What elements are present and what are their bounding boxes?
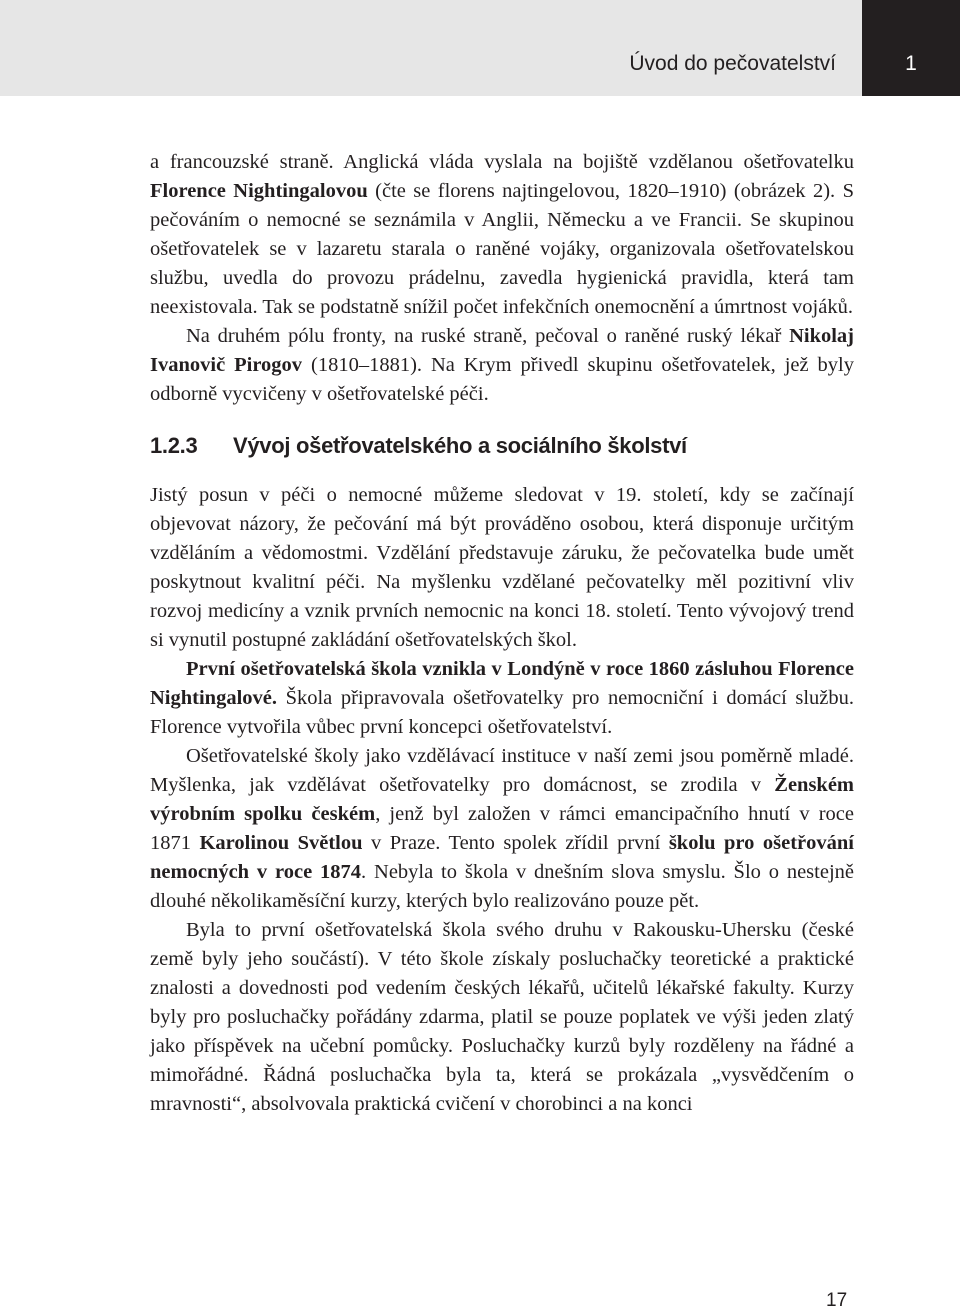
text-run: . Nebyla to škola v dnešním slova smyslu. Šlo o nestejně dlouhé několikaměsíční kurzy, kterých bylo realizováno pouze pět. xyxy=(150,861,854,912)
text-run: Jistý posun v péči o nemocné můžeme sledovat v 19. století, kdy se začínají objevovat názory, že pečování má být prováděno osobou, která disponuje určitým vzděláním a vědomostmi. Vzdělání představuje záruku, že pečovatelka bude umět poskytnout kvalitní péči. Na myšlenku vzdělané pečovatelky měl pozitivní vliv rozvoj medicíny a vznik prvních nemocnic na konci 18. století. Tento vývojový trend si vynutil postupné zakládání ošetřovatelských škol. xyxy=(150,484,854,651)
text-run: Škola připravovala ošetřovatelky pro nemocniční i domácí službu. Florence vytvořila vůbec první koncepci ošetřovatelství. xyxy=(150,687,854,738)
paragraph xyxy=(150,742,854,916)
paragraph xyxy=(150,481,854,655)
text-run: Byla to první ošetřovatelská škola svého druhu v Rakousku-Uhersku (české země byly jeho součástí). V této škole získaly posluchačky teoretické a praktické znalosti a dovednosti pod vedením českých lékařů, učitelů lékařské fakulty. Kurzy byly pro posluchačky pořádány zdarma, platil se pouze poplatek ve výši jeden zlatý jako příspěvek na učební pomůcky. Posluchačky kurzů byly rozděleny na řádné a mimořádné. Řádná posluchačka byla ta, která se prokázala „vysvědčením o mravnosti“, absolvovala praktická cvičení v chorobinci a na konci xyxy=(150,919,854,1115)
bold-name: Nikolaj Ivanovič Pirogov xyxy=(150,325,854,376)
bold-text: První ošetřovatelská škola vznikla v Londýně v roce 1860 zásluhou Florence Nightingalové. xyxy=(150,658,854,709)
text-run: v Praze. Tento spolek zřídil první xyxy=(362,832,669,854)
paragraph xyxy=(150,148,854,322)
bold-name: Florence Nightingalovou xyxy=(150,180,368,202)
body-text xyxy=(150,148,854,1119)
bold-name: Karolinou Světlou xyxy=(199,832,363,854)
bold-text: školu pro ošetřování nemocných v roce 1874 xyxy=(150,832,854,883)
text-run: (1810–1881). Na Krym přivedl skupinu ošetřovatelek, jež byly odborně vycvičeny v ošetřovatelské péči. xyxy=(150,354,855,405)
paragraph xyxy=(150,322,854,409)
chapter-title: Úvod do pečovatelství xyxy=(629,52,836,75)
running-header xyxy=(0,0,960,96)
text-run: a francouzské straně. Anglická vláda vyslala na bojiště vzdělanou ošetřovatelku xyxy=(150,151,854,173)
section-title: Vývoj ošetřovatelského a sociálního školství xyxy=(233,433,687,458)
paragraph xyxy=(150,916,854,1119)
text-run: Na druhém pólu fronty, na ruské straně, pečoval o raněné ruský lékař xyxy=(186,325,790,347)
chapter-number: 1 xyxy=(905,52,917,75)
paragraph xyxy=(150,655,854,742)
page-number: 17 xyxy=(826,1290,848,1311)
text-run: Ošetřovatelské školy jako vzdělávací instituce v naší zemi jsou poměrně mladé. Myšlenka, jak vzdělávat ošetřovatelky pro domácnost, se zrodila v xyxy=(150,745,854,796)
text-run: , jenž byl založen v rámci emancipačního hnutí v roce 1871 xyxy=(150,803,855,854)
section-heading xyxy=(150,431,854,461)
text-run: (čte se florens najtingelovou, 1820–1910) (obrázek 2). S pečováním o nemocné se seznámila v Anglii, Německu a ve Francii. Se skupinou ošetřovatelek se v lazaretu starala o raněné vojáky, organizovala ošetřovatelskou službu, uvedla do provozu prádelnu, zavedla hygienická pravidla, která tam neexistovala. Tak se podstatně snížil počet infekčních onemocnění a úmrtnost vojáků. xyxy=(150,180,854,318)
chapter-number-box xyxy=(862,0,960,96)
bold-text: Ženském výrobním spolku českém xyxy=(150,774,854,825)
section-number: 1.2.3 xyxy=(150,433,198,458)
